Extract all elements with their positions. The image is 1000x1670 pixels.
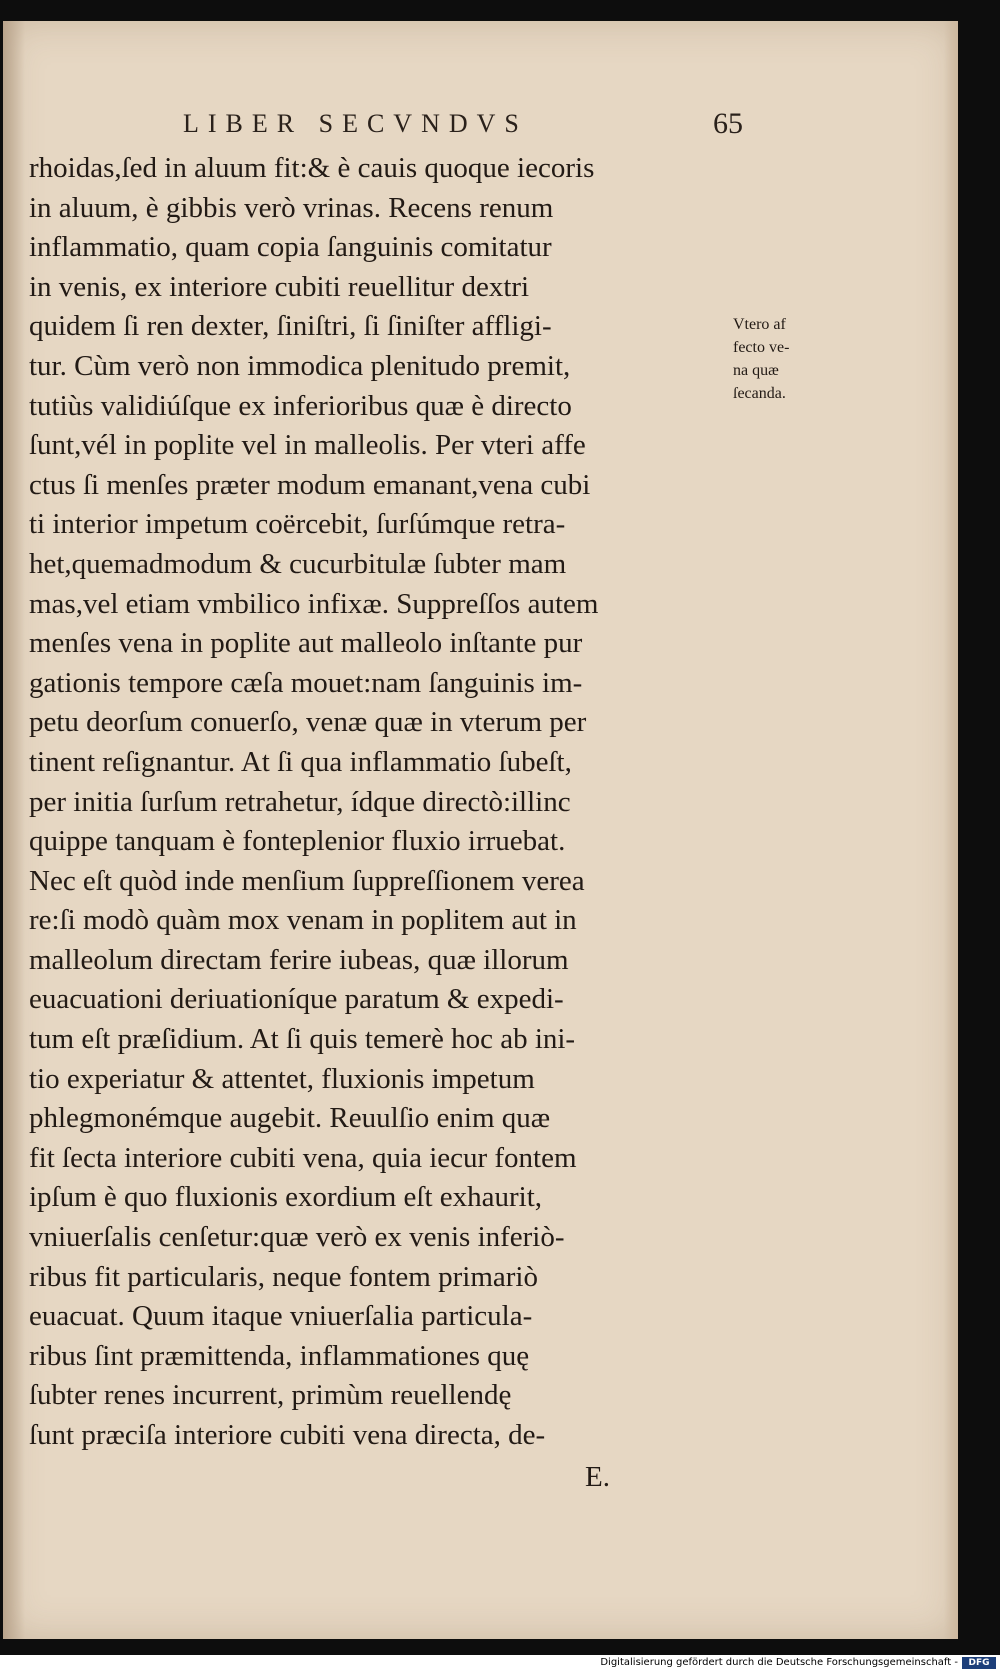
body-text [29, 149, 729, 1456]
text-line: ti interior impetum coërcebit, ſurſúmque retra- [29, 508, 566, 541]
text-line: euacuationi deriuationíque paratum & expedi- [29, 983, 564, 1016]
text-line: ribus ſint præmittenda, inflammationes quę [29, 1339, 530, 1372]
text-line: fit ſecta interiore cubiti vena, quia iecur fontem [29, 1141, 577, 1174]
text-line: het,quemadmodum & cucurbitulæ ſubter mam [29, 547, 567, 580]
text-line: mas,vel etiam vmbilico infixæ. Suppreſſos autem [29, 587, 599, 620]
text-line: quidem ſi ren dexter, ſiniſtri, ſi ſiniſter affligi- [29, 310, 552, 343]
text-line: in venis, ex interiore cubiti reuellitur dextri [29, 270, 530, 303]
page-gutter-shadow [3, 21, 25, 1639]
text-line: rhoidas,ſed in aluum fit:& è cauis quoque iecoris [29, 152, 595, 184]
text-line: ctus ſi menſes præter modum emanant,vena cubi [29, 468, 591, 501]
text-line: Nec eſt quòd inde menſium ſuppreſſionem verea [29, 864, 585, 897]
text-line: ſubter renes incurrent, primùm reuellendę [29, 1379, 512, 1412]
text-line: menſes vena in poplite aut malleolo inſtante pur [29, 627, 583, 660]
dfg-logo: DFG [962, 1657, 996, 1669]
text-line: tinent reſignantur. At ſi qua inflammatio ſubeſt, [29, 745, 572, 778]
marginal-note-line: fecto ve- [733, 339, 790, 356]
text-line: phlegmonémque augebit. Reuulſio enim quæ [29, 1102, 551, 1135]
marginal-note [733, 313, 828, 405]
text-line: ipſum è quo fluxionis exordium eſt exhaurit, [29, 1181, 543, 1214]
text-line: quippe tanquam è fonteplenior fluxio irruebat. [29, 825, 566, 858]
marginal-note-line: Vtero af [733, 316, 786, 333]
running-title: LIBER SECVNDVS [183, 109, 528, 138]
signature-mark: E. [585, 1461, 610, 1493]
running-head [183, 109, 743, 143]
marginal-note-line: ſecanda. [733, 385, 786, 402]
digitization-credit: Digitalisierung gefördert durch die Deutsche Forschungsgemeinschaft - [600, 1657, 958, 1668]
page-edge-shadow [944, 21, 958, 1639]
text-line: re:ſi modò quàm mox venam in poplitem aut in [29, 904, 577, 937]
text-line: malleolum directam ferire iubeas, quæ illorum [29, 943, 569, 976]
text-line: vniuerſalis cenſetur:quæ verò ex venis inferiò- [29, 1221, 565, 1254]
text-line: ſunt,vél in poplite vel in malleolis. Per vteri affe [29, 429, 586, 462]
text-line: in aluum, è gibbis verò vrinas. Recens renum [29, 191, 554, 224]
text-line: inflammatio, quam copia ſanguinis comitatur [29, 231, 552, 264]
text-line: per initia ſurſum retrahetur, ídque directò:illinc [29, 785, 571, 818]
text-line: ribus fit particularis, neque fontem primariò [29, 1260, 538, 1293]
text-line: tum eſt præſidium. At ſi quis temerè hoc ab ini- [29, 1023, 576, 1056]
text-line: euacuat. Quum itaque vniuerſalia particula- [29, 1300, 533, 1333]
text-line: tio experiatur & attentet, fluxionis impetum [29, 1062, 535, 1095]
page-number: 65 [713, 107, 743, 140]
marginal-note-line: na quæ [733, 362, 779, 379]
text-line: tur. Cùm verò non immodica plenitudo premit, [29, 349, 571, 382]
text-line: ſunt præciſa interiore cubiti vena directa, de- [29, 1419, 546, 1451]
text-line: gationis tempore cæſa mouet:nam ſanguinis im- [29, 666, 583, 699]
book-page [3, 21, 958, 1639]
text-line: petu deorſum conuerſo, venæ quæ in vterum per [29, 706, 587, 739]
text-line: tutiùs validiúſque ex inferioribus quæ è directo [29, 389, 572, 422]
